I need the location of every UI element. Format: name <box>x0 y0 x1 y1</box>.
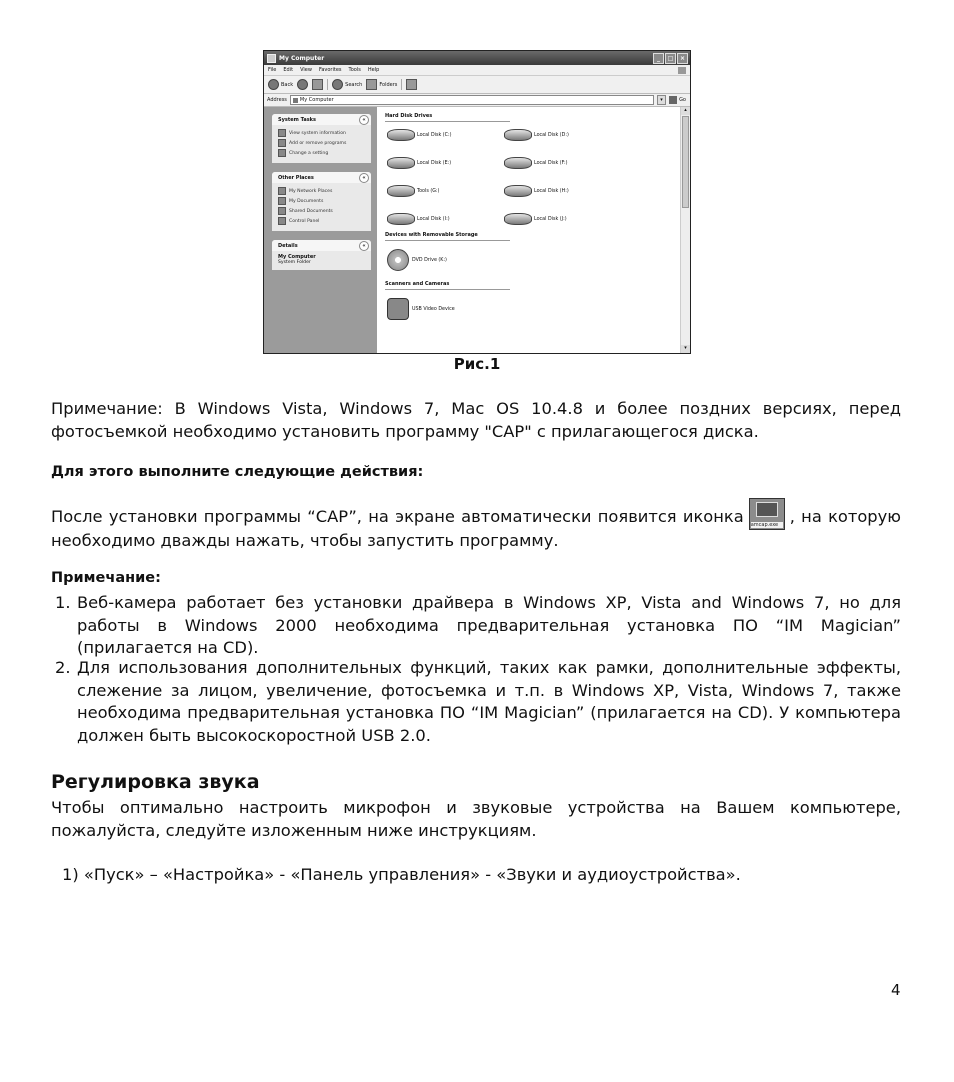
maximize-button[interactable]: □ <box>665 53 676 64</box>
minimize-button[interactable]: _ <box>653 53 664 64</box>
install-text-end: , на которую необходимо дважды нажать, чтобы запустить программу. <box>51 507 901 550</box>
folder-icon <box>278 207 286 215</box>
drive-list <box>385 122 690 226</box>
forward-arrow-icon <box>297 79 308 90</box>
panel-header[interactable] <box>272 172 371 183</box>
collapse-chevron-icon[interactable]: « <box>359 241 369 251</box>
drive-item[interactable] <box>504 212 621 226</box>
place-label: Shared Documents <box>289 208 333 214</box>
search-label: Search <box>345 81 363 88</box>
control-panel-icon <box>278 149 286 157</box>
dvd-icon <box>387 249 409 271</box>
hard-disk-icon <box>504 157 532 169</box>
address-input[interactable] <box>290 95 654 105</box>
my-computer-screenshot <box>263 50 691 354</box>
place-network[interactable] <box>278 186 367 196</box>
search-button[interactable] <box>332 79 362 90</box>
amcap-icon-label: amcap.exe <box>751 522 783 528</box>
views-icon <box>406 79 417 90</box>
other-places-panel <box>272 172 371 231</box>
window-title: My Computer <box>279 54 325 62</box>
add-remove-icon <box>278 139 286 147</box>
back-button[interactable] <box>268 79 293 90</box>
folders-label: Folders <box>379 81 398 88</box>
computer-icon <box>293 98 298 103</box>
menu-tools[interactable]: Tools <box>348 67 361 73</box>
hard-disk-icon <box>504 129 532 141</box>
go-arrow-icon <box>669 96 677 104</box>
menu-favorites[interactable]: Favorites <box>318 67 342 73</box>
scroll-thumb[interactable] <box>682 116 689 208</box>
task-label: Add or remove programs <box>289 140 347 146</box>
menu-bar <box>264 65 690 76</box>
search-icon <box>332 79 343 90</box>
step-1: 1) «Пуск» – «Настройка» - «Панель управления» - «Звуки и аудиоустройства». <box>62 865 741 884</box>
task-label: Change a setting <box>289 150 329 156</box>
folders-button[interactable] <box>366 79 397 90</box>
menu-view[interactable]: View <box>300 67 312 73</box>
panel-header[interactable] <box>272 240 371 251</box>
drive-label: Local Disk (I:) <box>417 216 450 222</box>
drive-label: Local Disk (J:) <box>534 216 567 222</box>
note-list-item <box>55 592 901 660</box>
drive-item[interactable] <box>387 184 504 198</box>
drive-item[interactable] <box>387 212 504 226</box>
system-info-icon <box>278 129 286 137</box>
hard-disk-icon <box>387 129 415 141</box>
note-list-item <box>55 657 901 747</box>
address-dropdown-button[interactable]: ▾ <box>657 95 666 105</box>
drive-label: Tools (G:) <box>417 188 440 194</box>
panel-title: Details <box>278 242 298 249</box>
hard-disk-icon <box>387 213 415 225</box>
drive-label: Local Disk (C:) <box>417 132 452 138</box>
figure-caption: Рис.1 <box>453 355 501 373</box>
content-pane <box>377 107 690 353</box>
place-control-panel[interactable] <box>278 216 367 226</box>
menu-edit[interactable]: Edit <box>283 67 294 73</box>
task-view-system-info[interactable] <box>278 128 367 138</box>
drive-label: Local Disk (D:) <box>534 132 569 138</box>
hard-disk-group-title: Hard Disk Drives <box>385 107 510 122</box>
install-text-start: После установки программы “CAP”, на экране автоматически появится иконка <box>51 507 744 526</box>
scroll-up-button[interactable]: ▴ <box>681 107 690 115</box>
system-tasks-panel <box>272 114 371 163</box>
drive-item[interactable] <box>504 128 621 142</box>
computer-icon <box>267 54 276 63</box>
place-documents[interactable] <box>278 196 367 206</box>
place-label: My Documents <box>289 198 324 204</box>
dvd-drive-item[interactable] <box>385 241 690 275</box>
windows-flag-icon <box>678 67 686 74</box>
drive-item[interactable] <box>504 156 621 170</box>
place-label: Control Panel <box>289 218 320 224</box>
note-heading: Примечание: <box>51 570 161 586</box>
menu-help[interactable]: Help <box>367 67 380 73</box>
hard-disk-icon <box>504 213 532 225</box>
list-text: Веб-камера работает без установки драйвера в Windows XP, Vista and Windows 7, но для работы в Windows 2000 необходима предварительная установка ПО “IM Magician” (прилагается на CD). <box>77 593 901 657</box>
list-number: 2. <box>55 658 71 677</box>
camera-label: USB Video Device <box>412 306 455 312</box>
window-titlebar <box>264 51 690 65</box>
drive-label: Local Disk (H:) <box>534 188 569 194</box>
control-panel-icon <box>278 217 286 225</box>
list-text: Для использования дополнительных функций, таких как рамки, дополнительные эффекты, слежение за лицом, увеличение, фотосъемка и т.п. в Windows XP, Vista, Windows 7, также необходима предварительная установка ПО “IM Magician” (прилагается на CD). У компьютера должен быть высокоскоростной USB 2.0. <box>77 658 901 745</box>
panel-header[interactable] <box>272 114 371 125</box>
place-label: My Network Places <box>289 188 333 194</box>
webcam-icon <box>387 298 409 320</box>
camera-device-item[interactable] <box>385 290 690 324</box>
forward-button[interactable] <box>297 79 308 90</box>
back-arrow-icon <box>268 79 279 90</box>
network-icon <box>278 187 286 195</box>
hard-disk-icon <box>387 185 415 197</box>
task-add-remove-programs[interactable] <box>278 138 367 148</box>
folders-icon <box>366 79 377 90</box>
scroll-down-button[interactable]: ▾ <box>681 345 690 353</box>
section-title: Регулировка звука <box>51 771 260 793</box>
task-pane <box>264 107 377 353</box>
go-button[interactable] <box>669 96 686 104</box>
details-panel <box>272 240 371 270</box>
drive-item[interactable] <box>387 156 504 170</box>
vista-note-paragraph: Примечание: В Windows Vista, Windows 7, Mac OS 10.4.8 и более поздних версиях, перед фотосъемкой необходимо установить программу "CAP" с прилагающегося диска. <box>51 399 901 441</box>
back-label: Back <box>281 81 294 88</box>
drive-label: Local Disk (E:) <box>417 160 452 166</box>
page-number: 4 <box>891 981 901 999</box>
folder-icon <box>278 197 286 205</box>
toolbar-divider <box>401 79 402 90</box>
amcap-icon <box>749 498 785 530</box>
menu-file[interactable]: File <box>268 67 277 73</box>
hard-disk-icon <box>387 157 415 169</box>
list-number: 1. <box>55 593 71 612</box>
panel-title: Other Places <box>278 174 314 181</box>
folder-up-icon <box>312 79 323 90</box>
removable-group-title: Devices with Removable Storage <box>385 226 510 241</box>
sound-intro-paragraph: Чтобы оптимально настроить микрофон и звуковые устройства на Вашем компьютере, пожалуйста, следуйте изложенным ниже инструкциям. <box>51 798 901 840</box>
details-name: My Computer <box>278 254 316 260</box>
drive-item[interactable] <box>504 184 621 198</box>
address-value: My Computer <box>299 97 334 103</box>
collapse-chevron-icon[interactable]: « <box>359 173 369 183</box>
views-button[interactable] <box>406 79 417 90</box>
drive-item[interactable] <box>387 128 504 142</box>
close-button[interactable]: × <box>677 53 688 64</box>
panel-title: System Tasks <box>278 116 316 123</box>
place-shared-documents[interactable] <box>278 206 367 216</box>
up-button[interactable] <box>312 79 323 90</box>
address-label: Address <box>267 97 287 103</box>
task-label: View system information <box>289 130 346 136</box>
toolbar <box>264 76 690 94</box>
install-paragraph <box>51 498 901 553</box>
go-label: Go <box>679 97 686 103</box>
address-bar <box>264 94 690 107</box>
steps-heading: Для этого выполните следующие действия: <box>51 464 424 480</box>
scanners-group-title: Scanners and Cameras <box>385 275 510 290</box>
hard-disk-icon <box>504 185 532 197</box>
toolbar-divider <box>327 79 328 90</box>
task-change-setting[interactable] <box>278 148 367 158</box>
details-type: System Folder <box>278 260 311 265</box>
drive-label: Local Disk (F:) <box>534 160 568 166</box>
dvd-label: DVD Drive (K:) <box>412 257 447 263</box>
collapse-chevron-icon[interactable]: « <box>359 115 369 125</box>
vertical-scrollbar[interactable] <box>680 107 690 353</box>
